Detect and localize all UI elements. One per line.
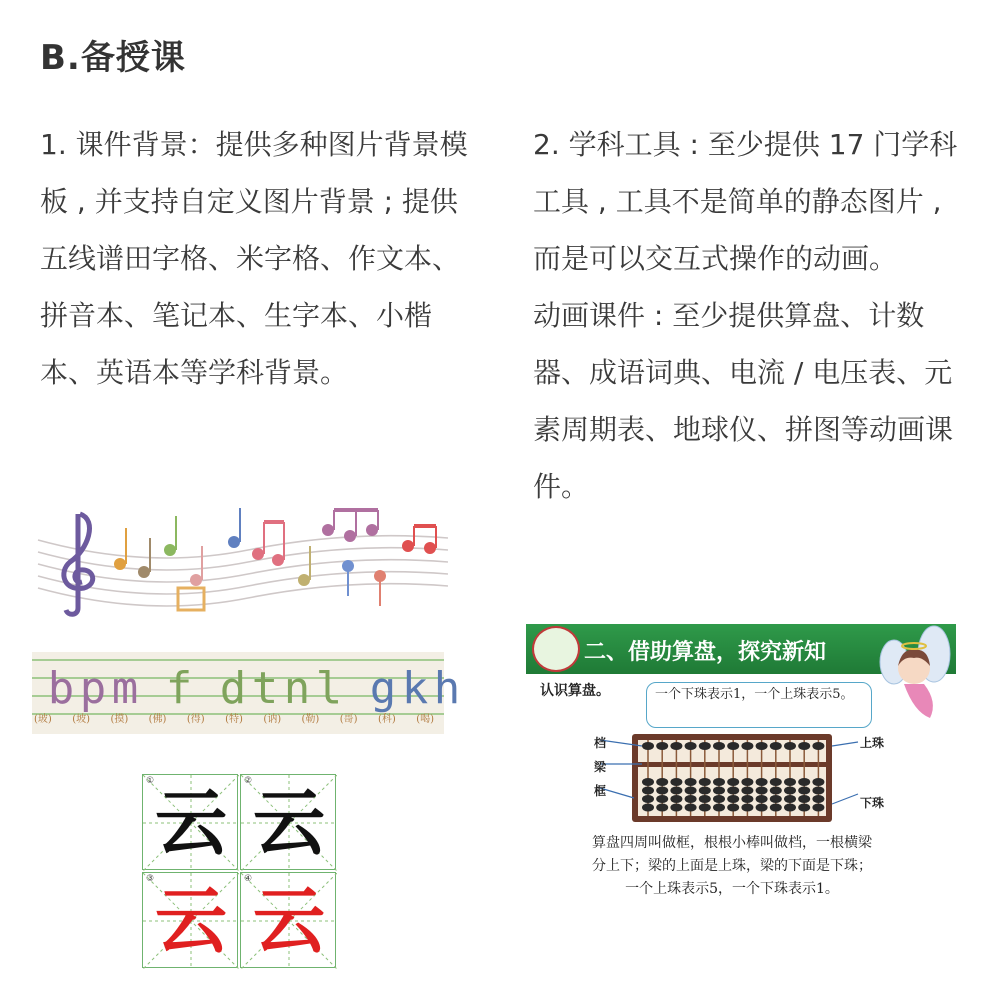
banner-title: 二、借助算盘，探究新知 bbox=[584, 639, 827, 665]
lower-bead bbox=[812, 795, 824, 803]
upper-bead bbox=[798, 742, 810, 750]
lower-bead bbox=[756, 804, 768, 812]
lower-bead bbox=[656, 787, 668, 795]
lower-bead bbox=[670, 778, 682, 786]
label-kuang: 框 bbox=[594, 784, 607, 798]
lower-bead bbox=[699, 778, 711, 786]
lower-bead bbox=[770, 787, 782, 795]
pinyin-hint: (坡) bbox=[72, 714, 91, 725]
lower-bead bbox=[642, 778, 654, 786]
pinyin-letter-t: t bbox=[251, 663, 281, 714]
lower-bead bbox=[770, 778, 782, 786]
lower-bead bbox=[756, 787, 768, 795]
animation-courseware-text: 动画课件 : 至少提供算盘、计数器、成语词典、电流 / 电压表、元素周期表、地球仪、拼图等动画课件。 bbox=[533, 299, 954, 503]
lower-bead bbox=[670, 795, 682, 803]
lower-bead bbox=[685, 804, 697, 812]
pinyin-hints bbox=[34, 710, 434, 725]
pinyin-letter-g: g bbox=[369, 663, 399, 714]
upper-bead bbox=[685, 742, 697, 750]
upper-bead bbox=[741, 742, 753, 750]
lower-bead bbox=[685, 778, 697, 786]
pinyin-hint: (玻) bbox=[34, 714, 52, 725]
lower-bead bbox=[656, 795, 668, 803]
lower-bead bbox=[713, 795, 725, 803]
speech-bubble: 一个下珠表示1，一个上珠表示5。 bbox=[646, 682, 872, 728]
subject-tools-paragraph bbox=[533, 116, 958, 515]
pinyin-letter-f: f bbox=[165, 663, 195, 714]
lower-bead bbox=[670, 787, 682, 795]
practice-cell bbox=[142, 872, 238, 968]
lower-bead bbox=[685, 787, 697, 795]
pinyin-hint: (勒) bbox=[301, 714, 320, 725]
lower-bead bbox=[812, 787, 824, 795]
subject-tools-text: 2. 学科工具 : 至少提供 17 门学科工具 , 工具不是简单的静态图片 , 而是可以交互式操作的动画。 bbox=[533, 128, 958, 275]
label-shangzhu: 上珠 bbox=[860, 736, 885, 750]
abacus-slide bbox=[526, 622, 956, 932]
lower-bead bbox=[699, 795, 711, 803]
pinyin-letter-l: l bbox=[315, 663, 345, 714]
lower-bead bbox=[713, 778, 725, 786]
label-liang: 梁 bbox=[594, 760, 607, 774]
lower-bead bbox=[741, 787, 753, 795]
practice-character: 云 bbox=[154, 879, 227, 963]
pinyin-hint: (科) bbox=[377, 714, 396, 725]
pinyin-initials bbox=[46, 664, 464, 714]
slide-heading: 认识算盘。 bbox=[540, 683, 610, 699]
lower-bead bbox=[770, 804, 782, 812]
lower-bead bbox=[685, 795, 697, 803]
lower-bead bbox=[713, 804, 725, 812]
lower-bead bbox=[784, 787, 796, 795]
abacus-illustration bbox=[586, 734, 876, 824]
lower-bead bbox=[741, 778, 753, 786]
fairy-cartoon-icon bbox=[872, 622, 956, 722]
lower-bead bbox=[727, 787, 739, 795]
pinyin-letter-m: m bbox=[111, 663, 141, 714]
pinyin-letter-p: p bbox=[79, 663, 109, 714]
upper-bead bbox=[727, 742, 739, 750]
pinyin-hint: (喝) bbox=[416, 714, 434, 725]
upper-bead bbox=[699, 742, 711, 750]
practice-character: 云 bbox=[252, 781, 325, 865]
lower-bead bbox=[656, 804, 668, 812]
music-staff-image bbox=[28, 500, 448, 620]
label-dang: 档 bbox=[594, 736, 607, 750]
pinyin-letter-b: b bbox=[47, 663, 77, 714]
course-background-text: 1. 课件背景：提供多种图片背景模板 , 并支持自定义图片背景 ; 提供五线谱田字格、米字格、作文本、拼音本、笔记本、生字本、小楷本、英语本等学科背景。 bbox=[40, 128, 468, 389]
upper-bead bbox=[756, 742, 768, 750]
lower-bead bbox=[784, 804, 796, 812]
pinyin-hint: (佛) bbox=[148, 714, 167, 725]
pinyin-letter-d: d bbox=[219, 663, 249, 714]
textbook-logo-icon bbox=[532, 626, 580, 672]
lower-bead bbox=[656, 778, 668, 786]
pinyin-letter-n: n bbox=[283, 663, 313, 714]
lower-bead bbox=[699, 804, 711, 812]
lower-bead bbox=[713, 787, 725, 795]
pinyin-hint: (哥) bbox=[339, 714, 358, 725]
upper-bead bbox=[670, 742, 682, 750]
lower-bead bbox=[642, 804, 654, 812]
pinyin-hint: (摸) bbox=[110, 714, 129, 725]
stroke-step-number: ② bbox=[244, 776, 253, 786]
lower-bead bbox=[756, 778, 768, 786]
lower-bead bbox=[812, 778, 824, 786]
upper-bead bbox=[713, 742, 725, 750]
practice-cell bbox=[240, 872, 336, 968]
music-staff-illustration bbox=[28, 500, 448, 620]
lower-bead bbox=[798, 787, 810, 795]
lower-bead bbox=[699, 787, 711, 795]
lower-bead bbox=[798, 804, 810, 812]
lower-bead bbox=[812, 804, 824, 812]
lower-bead bbox=[727, 795, 739, 803]
lower-bead bbox=[741, 795, 753, 803]
lower-bead bbox=[670, 804, 682, 812]
stroke-step-number: ① bbox=[146, 776, 155, 786]
label-xiazhu: 下珠 bbox=[860, 796, 885, 810]
lower-bead bbox=[784, 778, 796, 786]
stroke-step-number: ④ bbox=[244, 874, 253, 884]
practice-cell bbox=[142, 774, 238, 870]
practice-character: 云 bbox=[252, 879, 325, 963]
pinyin-hint: (得) bbox=[186, 714, 205, 725]
upper-bead bbox=[812, 742, 824, 750]
upper-bead bbox=[656, 742, 668, 750]
lower-bead bbox=[642, 787, 654, 795]
practice-cell bbox=[240, 774, 336, 870]
lower-bead bbox=[784, 795, 796, 803]
lower-bead bbox=[727, 778, 739, 786]
lower-bead bbox=[770, 795, 782, 803]
pinyin-hint: (讷) bbox=[263, 714, 282, 725]
practice-character: 云 bbox=[154, 781, 227, 865]
lower-bead bbox=[798, 778, 810, 786]
upper-bead bbox=[642, 742, 654, 750]
lower-bead bbox=[741, 804, 753, 812]
pinyin-letter-h: h bbox=[433, 663, 463, 714]
pinyin-letter-k: k bbox=[401, 663, 431, 714]
section-title: B.备授课 bbox=[40, 38, 186, 78]
lower-bead bbox=[727, 804, 739, 812]
lower-bead bbox=[798, 795, 810, 803]
upper-bead bbox=[770, 742, 782, 750]
course-background-paragraph bbox=[40, 116, 470, 401]
lower-bead bbox=[756, 795, 768, 803]
lower-bead bbox=[642, 795, 654, 803]
pinyin-hint: (特) bbox=[225, 714, 243, 725]
abacus-description: 算盘四周叫做框，根根小棒叫做档，一根横梁分上下；梁的上面是上珠，梁的下面是下珠；一个上珠表示5，一个下珠表示1。 bbox=[592, 835, 872, 897]
stroke-step-number: ③ bbox=[146, 874, 155, 884]
upper-bead bbox=[784, 742, 796, 750]
character-practice-grid bbox=[142, 774, 336, 968]
